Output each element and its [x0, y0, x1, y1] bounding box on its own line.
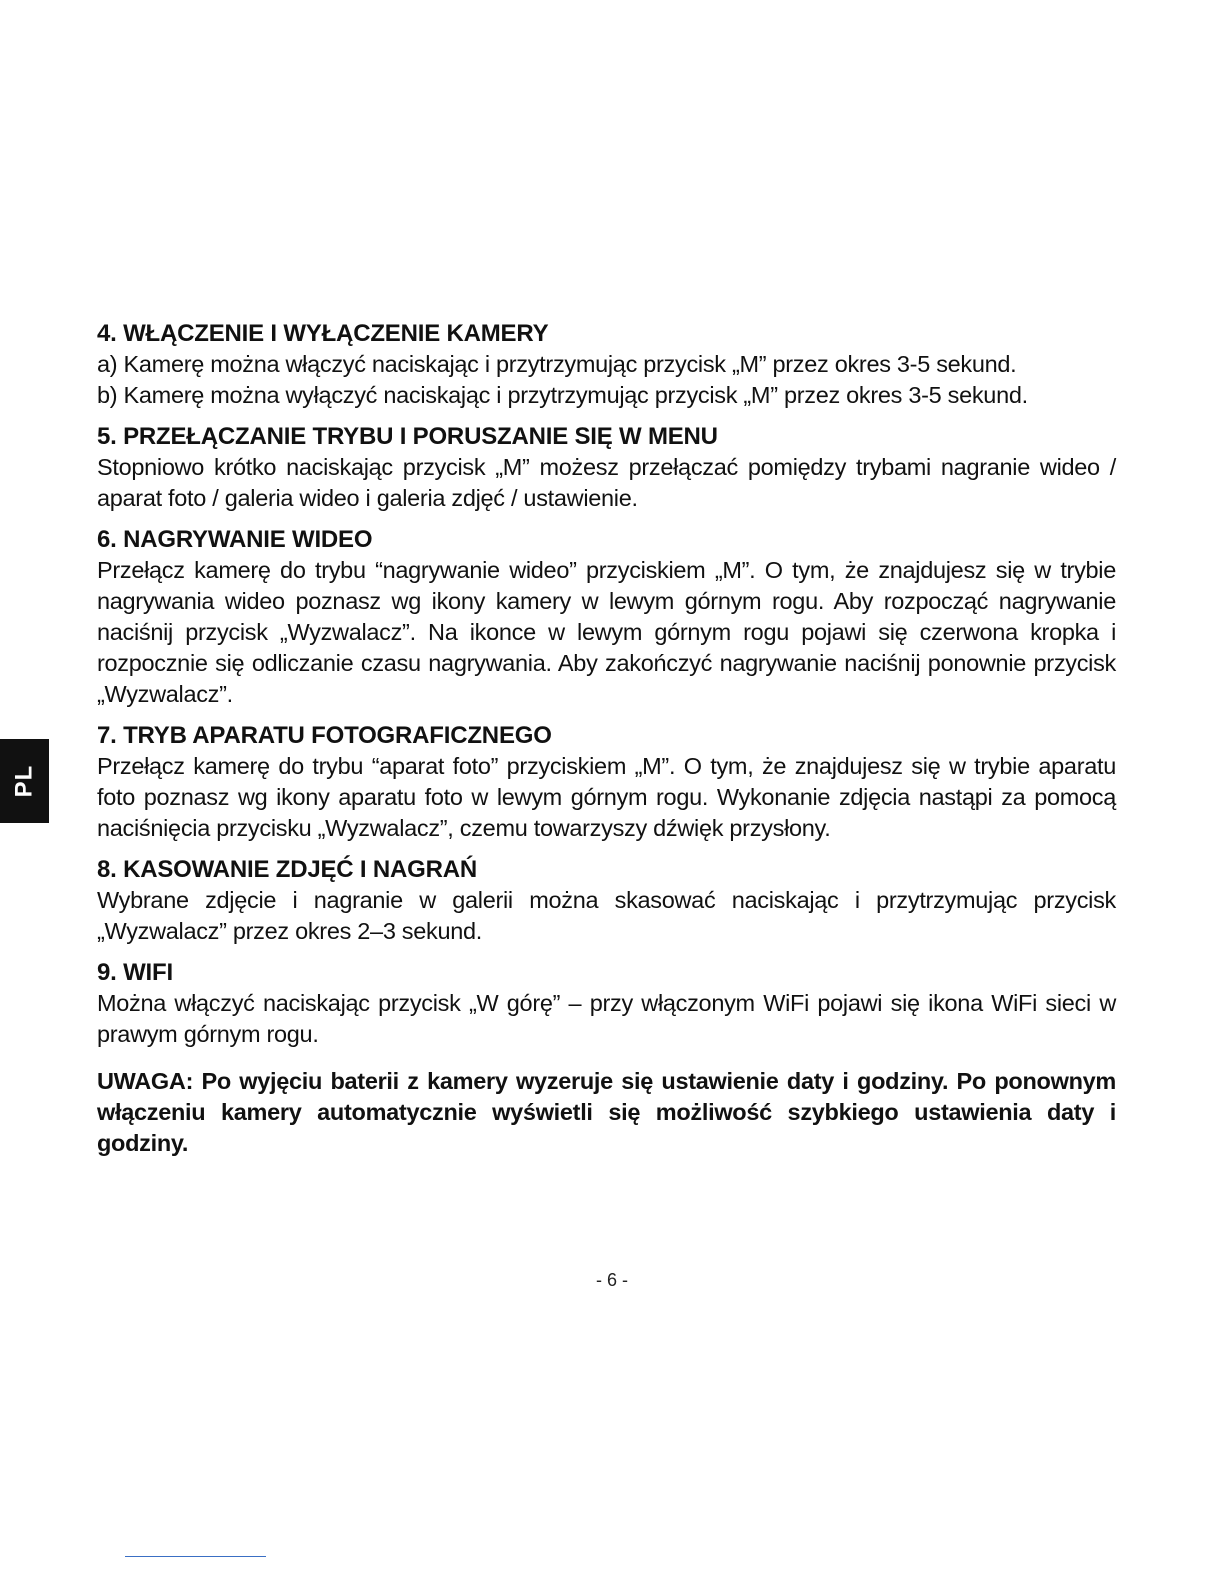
page-number: - 6 -	[595, 1270, 628, 1290]
language-tab	[0, 739, 49, 823]
language-tab-label: PL	[10, 764, 38, 798]
section-paragraph: b) Kamerę można wyłączyć naciskając i przytrzymując przycisk „M” przez okres 3-5 sekund.	[97, 382, 1028, 408]
section-paragraph: a) Kamerę można włączyć naciskając i przytrzymując przycisk „M” przez okres 3-5 sekund.	[97, 351, 1017, 377]
section-wifi	[97, 957, 1116, 1050]
section-video-recording	[97, 524, 1116, 710]
section-heading: 7. TRYB APARATU FOTOGRAFICZNEGO	[97, 722, 552, 749]
section-paragraph: Można włączyć naciskając przycisk „W górę” – przy włączonym WiFi pojawi się ikona WiFi sieci w prawym górnym rogu.	[97, 990, 1116, 1047]
section-heading: 9. WIFI	[97, 959, 173, 986]
section-heading: 6. NAGRYWANIE WIDEO	[97, 526, 373, 553]
section-paragraph: Wybrane zdjęcie i nagranie w galerii można skasować naciskając i przytrzymując przycisk „Wyzwalacz” przez okres 2–3 sekund.	[97, 887, 1116, 944]
section-heading: 4. WŁĄCZENIE I WYŁĄCZENIE KAMERY	[97, 320, 549, 347]
section-mode-switch	[97, 421, 1116, 514]
section-paragraph: Przełącz kamerę do trybu “aparat foto” przyciskiem „M”. O tym, że znajdujesz się w trybie aparatu foto poznasz wg ikony aparatu foto w lewym górnym rogu. Wykonanie zdjęcia nastąpi za pomocą naciśnięcia przycisku „Wyzwalacz”, czemu towarzyszy dźwięk przysłony.	[97, 753, 1116, 841]
warning-note: UWAGA: Po wyjęciu baterii z kamery wyzeruje się ustawienie daty i godziny. Po ponownym włączeniu kamery automatycznie wyświetli się możliwość szybkiego ustawienia daty i godziny.	[97, 1068, 1116, 1156]
section-paragraph: Stopniowo krótko naciskając przycisk „M” możesz przełączać pomiędzy trybami nagranie wideo / aparat foto / galeria wideo i galeria zdjęć / ustawienie.	[97, 454, 1116, 511]
section-delete	[97, 854, 1116, 947]
section-paragraph: Przełącz kamerę do trybu “nagrywanie wideo” przyciskiem „M”. O tym, że znajdujesz się w trybie nagrywania wideo poznasz wg ikony kamery w lewym górnym rogu. Aby rozpocząć nagrywanie naciśnij przycisk „Wyzwalacz”. Na ikonce w lewym górnym rogu pojawi się czerwona kropka i rozpocznie się odliczanie czasu nagrywania. Aby zakończyć nagrywanie naciśnij ponownie przycisk „Wyzwalacz”.	[97, 557, 1116, 707]
footer-divider	[125, 1556, 266, 1557]
manual-content	[97, 318, 1116, 1183]
section-heading: 8. KASOWANIE ZDJĘĆ I NAGRAŃ	[97, 856, 477, 883]
section-photo-mode	[97, 720, 1116, 844]
section-heading: 5. PRZEŁĄCZANIE TRYBU I PORUSZANIE SIĘ W MENU	[97, 423, 718, 450]
section-power	[97, 318, 1116, 411]
